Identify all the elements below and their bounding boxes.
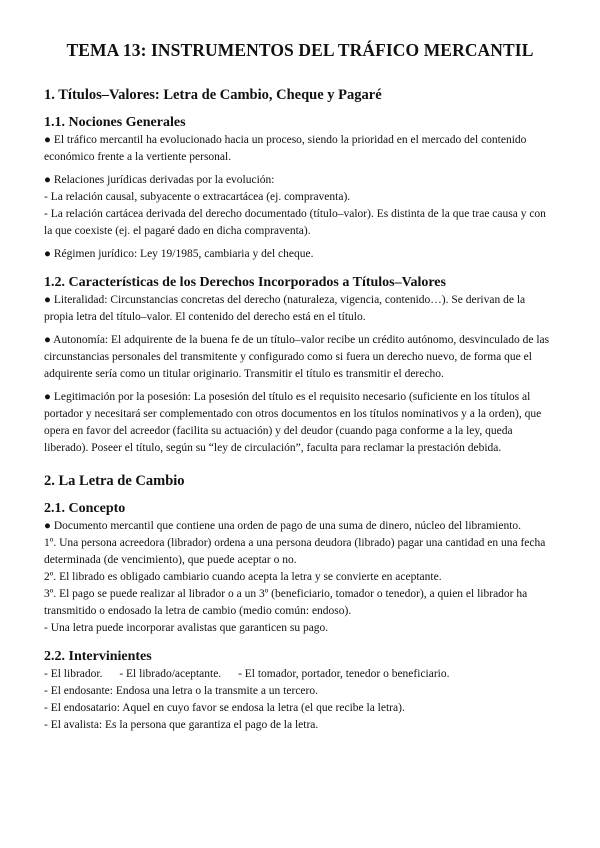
- paragraph: 1º. Una persona acreedora (librador) ordena a una persona deudora (librado) pagar una cantidad en una fecha determinada (de vencimiento), que puede aceptar o no.: [44, 537, 546, 566]
- paragraph: - La relación causal, subyacente o extracartácea (ej. compraventa).: [44, 191, 351, 203]
- paragraph: 3º. El pago se puede realizar al librador o a un 3º (beneficiario, tomador o tenedor), a quien el librador ha transmitido o endosado la letra de cambio (medio común: endoso).: [44, 588, 528, 617]
- section-2-heading: 2. La Letra de Cambio: [44, 473, 185, 489]
- intervinientes-inline-list: [44, 666, 556, 683]
- page-title: TEMA 13: INSTRUMENTOS DEL TRÁFICO MERCANTIL: [66, 40, 534, 60]
- paragraph: ● Literalidad: Circunstancias concretas del derecho (naturaleza, vigencia, contenido…). Se derivan de la propia letra del título–valor. El contenido del derecho está en el título.: [44, 294, 526, 323]
- list-item: - El tomador, portador, tenedor o beneficiario.: [238, 668, 450, 680]
- subsection-2-2-heading: 2.2. Intervinientes: [44, 649, 152, 664]
- paragraph: 2º. El librado es obligado cambiario cuando acepta la letra y se convierte en aceptante.: [44, 571, 442, 583]
- paragraph: - El avalista: Es la persona que garantiza el pago de la letra.: [44, 719, 319, 731]
- section-1-heading: 1. Títulos–Valores: Letra de Cambio, Cheque y Pagaré: [44, 87, 382, 103]
- subsection-2-1-heading: 2.1. Concepto: [44, 501, 126, 516]
- subsection-1-1-heading: 1.1. Nociones Generales: [44, 115, 186, 130]
- paragraph: ● Legitimación por la posesión: La posesión del título es el requisito necesario (suficiente en los títulos al portador y necesitará ser complementado con otros documentos en los títulos nominativos y a la orden), que opera en favor del acreedor (facilita su actuación) y del deudor (cuando paga conforme a la ley, queda liberado). Poseer el título, según su “ley de circulación”, faculta para reclamar la prestación debida.: [44, 391, 542, 454]
- paragraph: ● Relaciones jurídicas derivadas por la evolución:: [44, 174, 275, 186]
- paragraph: ● Régimen jurídico: Ley 19/1985, cambiaria y del cheque.: [44, 248, 314, 260]
- paragraph: ● Documento mercantil que contiene una orden de pago de una suma de dinero, núcleo del libramiento.: [44, 520, 522, 532]
- paragraph: ● El tráfico mercantil ha evolucionado hacia un proceso, siendo la prioridad en el mercado del contenido económico frente a la vertiente personal.: [44, 134, 527, 163]
- list-item: - El librador.: [44, 668, 103, 680]
- paragraph: - El endosante: Endosa una letra o la transmite a un tercero.: [44, 685, 318, 697]
- subsection-1-2-heading: 1.2. Características de los Derechos Incorporados a Títulos–Valores: [44, 275, 446, 290]
- paragraph: - La relación cartácea derivada del derecho documentado (título–valor). Es distinta de la que trae causa y con la que coexiste (ej. el pagaré dado en dicha compraventa).: [44, 208, 546, 237]
- paragraph: - El endosatario: Aquel en cuyo favor se endosa la letra (el que recibe la letra).: [44, 702, 405, 714]
- paragraph: - Una letra puede incorporar avalistas que garanticen su pago.: [44, 622, 329, 634]
- list-item: - El librado/aceptante.: [119, 668, 222, 680]
- paragraph: ● Autonomía: El adquirente de la buena fe de un título–valor recibe un crédito autónomo, desvinculado de las circunstancias personales del transmitente y configurado como si fuera un derecho nuevo, de forma que el adquirente sería como un titular originario. Transmitir el título es transmitir el derecho.: [44, 334, 550, 380]
